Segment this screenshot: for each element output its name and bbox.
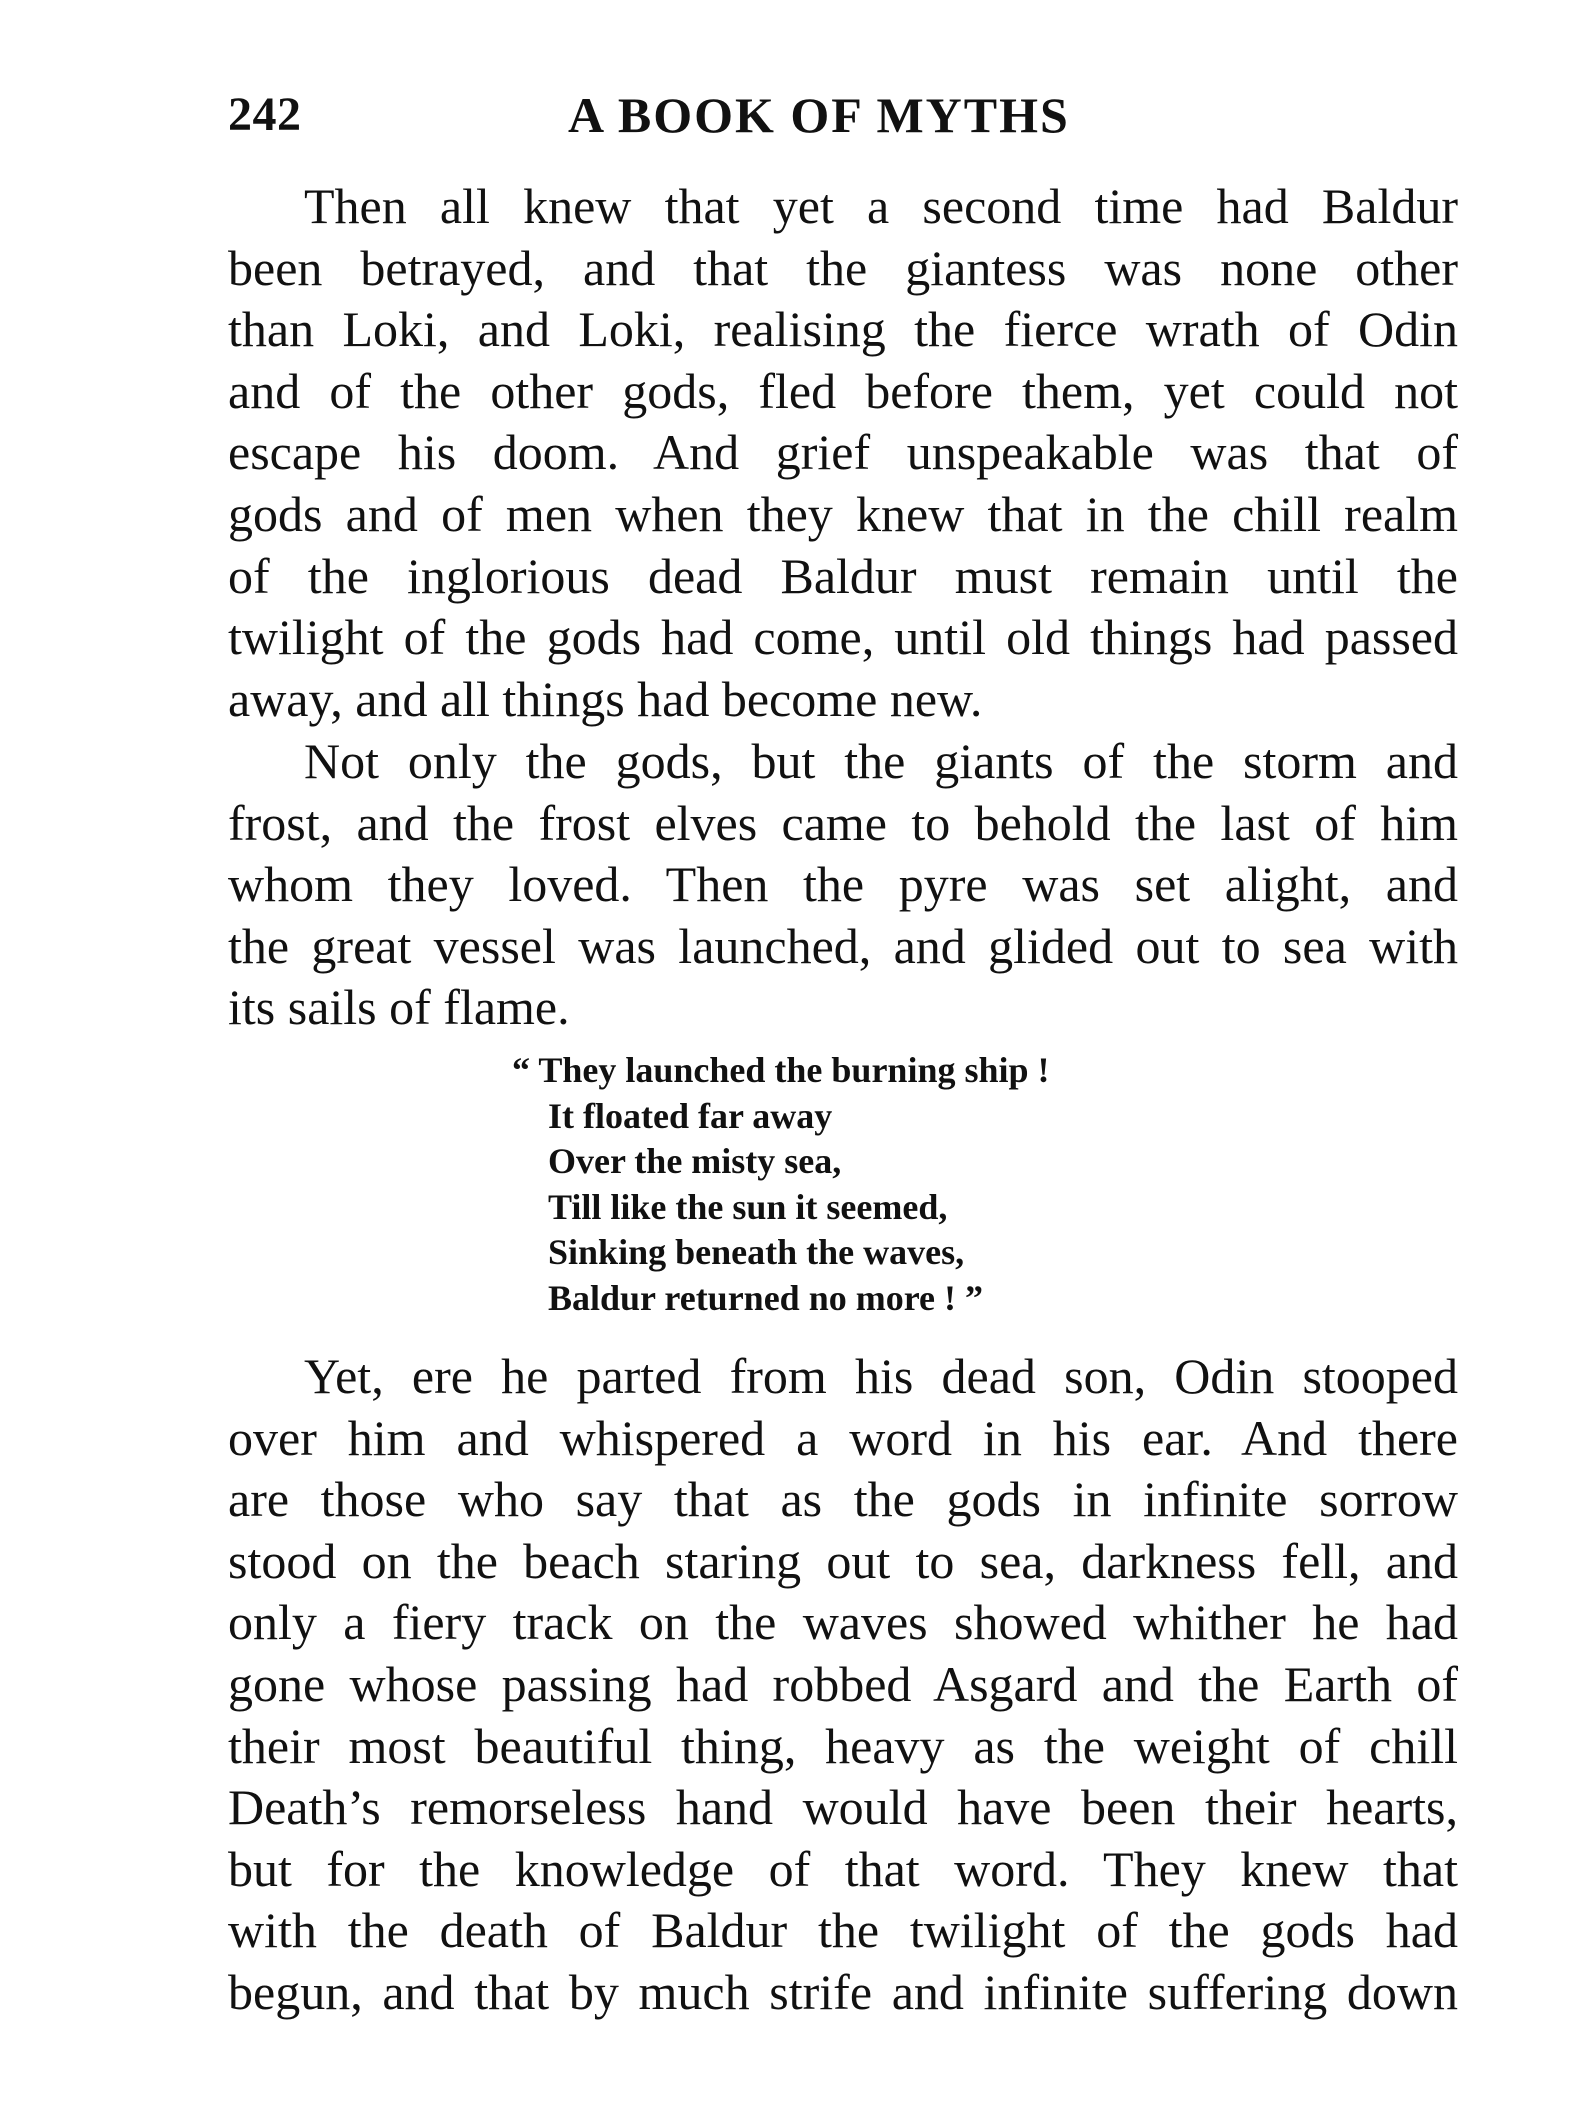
text-line: been betrayed, and that the giantess was none other: [228, 239, 1458, 296]
text-line: frost, and the frost elves came to behold the last of him: [228, 794, 1458, 851]
text-line: their most beautiful thing, heavy as the weight of chill: [228, 1717, 1458, 1774]
text-line: escape his doom. And grief unspeakable was that of: [228, 424, 1458, 481]
verse-line: Sinking beneath the waves,: [548, 1232, 965, 1272]
page-number: 242: [228, 88, 302, 141]
text-line: gods and of men when they knew that in the chill realm: [228, 485, 1458, 542]
text-line: over him and whispered a word in his ear. And there: [228, 1409, 1458, 1466]
verse-line: Till like the sun it seemed,: [548, 1186, 948, 1227]
verse-line: It floated far away: [548, 1095, 833, 1136]
text-line: with the death of Baldur the twilight of the gods had: [228, 1902, 1458, 1959]
paragraph-3: [228, 1346, 1458, 2024]
text-line: whom they loved. Then the pyre was set alight, and: [228, 856, 1458, 913]
verse-line: Baldur returned no more ! ”: [548, 1277, 984, 1318]
paragraph-2: [228, 731, 1458, 1039]
text-line: but for the knowledge of that word. They knew that: [228, 1840, 1458, 1897]
running-head: [228, 80, 1458, 150]
text-line: are those who say that as the gods in infinite sorrow: [228, 1471, 1458, 1528]
text-line: than Loki, and Loki, realising the fierce wrath of Odin: [228, 301, 1458, 358]
paragraph-1: [228, 176, 1458, 730]
text-line: begun, and that by much strife and infinite suffering down: [228, 1963, 1458, 2020]
text-line: Death’s remorseless hand would have been their hearts,: [228, 1779, 1458, 1836]
text-line: its sails of flame.: [228, 979, 570, 1036]
text-line: stood on the beach staring out to sea, darkness fell, and: [228, 1532, 1458, 1589]
text-line: the great vessel was launched, and glided out to sea with: [228, 917, 1458, 974]
text-line: Yet, ere he parted from his dead son, Odin stooped: [304, 1348, 1458, 1404]
book-title: A BOOK OF MYTHS: [568, 87, 1070, 143]
verse-line: Over the misty sea,: [548, 1141, 842, 1181]
verse-quotation: [512, 1048, 1050, 1321]
text-line: Then all knew that yet a second time had Baldur: [304, 178, 1458, 234]
text-line: twilight of the gods had come, until old things had passed: [228, 609, 1458, 666]
text-line: away, and all things had become new.: [228, 670, 983, 727]
text-line: only a fiery track on the waves showed whither he had: [228, 1594, 1458, 1651]
text-line: of the inglorious dead Baldur must remain until the: [228, 547, 1458, 604]
verse-line: “ They launched the burning ship !: [512, 1050, 1050, 1090]
text-line: Not only the gods, but the giants of the storm and: [304, 733, 1458, 789]
text-line: gone whose passing had robbed Asgard and the Earth of: [228, 1655, 1458, 1712]
text-line: and of the other gods, fled before them, yet could not: [228, 362, 1458, 419]
